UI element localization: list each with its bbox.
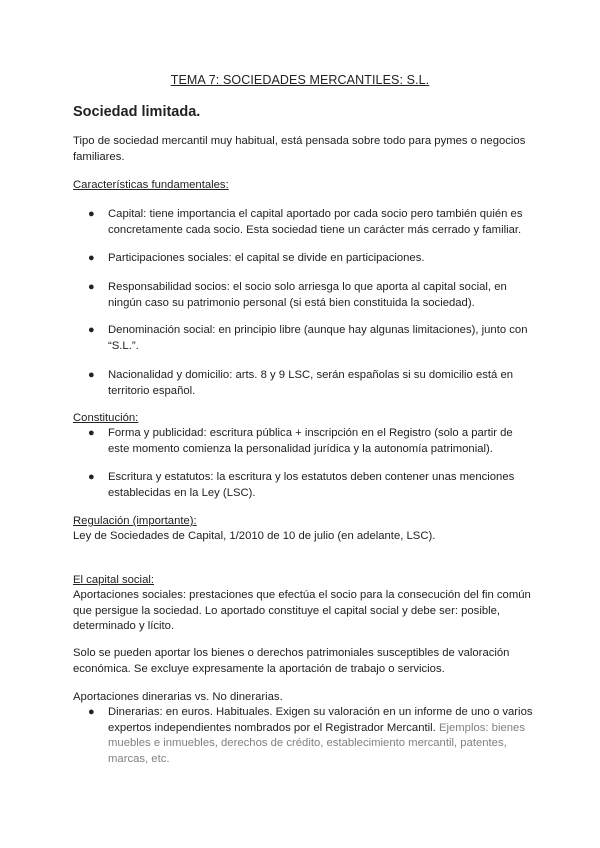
capital-social-heading: El capital social:: [73, 574, 154, 586]
list-item: [88, 705, 533, 767]
list-item-text: Participaciones sociales: el capital se divide en participaciones.: [108, 252, 425, 264]
list-item: [88, 470, 528, 501]
bullet-icon: ●: [88, 324, 95, 336]
list-item: [88, 426, 528, 457]
constitucion-heading: Constitución:: [73, 412, 139, 424]
list-item: [88, 323, 528, 354]
list-item: [88, 207, 528, 238]
regulacion-heading: Regulación (importante):: [73, 515, 197, 527]
bullet-icon: ●: [88, 471, 95, 483]
list-item-text: Nacionalidad y domicilio: arts. 8 y 9 LSC, serán españolas si su domicilio está en territorio español.: [108, 369, 514, 397]
intro-paragraph: Tipo de sociedad mercantil muy habitual, está pensada sobre todo para pymes o negocios familiares.: [73, 135, 526, 163]
list-item-text: Denominación social: en principio libre (aunque hay algunas limitaciones), junto con “S.L.”.: [108, 324, 528, 352]
list-item: [88, 251, 528, 267]
section-title: Sociedad limitada.: [73, 104, 201, 120]
examples-text: Ejemplos: bienes muebles e inmuebles, derechos de crédito, establecimiento mercantil, patentes, marcas, etc.: [108, 721, 525, 765]
list-item-text: [108, 705, 533, 767]
capital-social-paragraph: Aportaciones sociales: prestaciones que efectúa el socio para la consecución del fin común que persigue la sociedad. Lo aportado constituye el capital social y debe ser: posible, determinado y lícito.: [73, 589, 531, 632]
list-item: [88, 280, 528, 311]
dinerarias-text: Dinerarias: en euros. Habituales. Exigen su valoración en un informe de uno o varios expertos independientes nombrados por el Registrador Mercantil.: [108, 706, 533, 734]
bullet-icon: ●: [88, 252, 95, 264]
bullet-icon: ●: [88, 208, 95, 220]
list-item-text: Forma y publicidad: escritura pública + inscripción en el Registro (solo a partir de este momento comienza la personalidad jurídica y la autonomía patrimonial).: [108, 427, 513, 455]
bullet-icon: ●: [88, 706, 95, 718]
bullet-icon: ●: [88, 281, 95, 293]
list-item-text: Capital: tiene importancia el capital aportado por cada socio pero también quién es concretamente cada socio. Esta sociedad tiene un carácter más cerrado y familiar.: [108, 208, 523, 236]
list-item-text: Escritura y estatutos: la escritura y los estatutos deben contener unas menciones establecidas en la Ley (LSC).: [108, 471, 515, 499]
aportaciones-paragraph: Solo se pueden aportar los bienes o derechos patrimoniales susceptibles de valoración económica. Se excluye expresamente la aportación de trabajo o servicios.: [73, 647, 510, 675]
caracteristicas-heading: Características fundamentales:: [73, 179, 229, 191]
aportaciones-types: Aportaciones dinerarias vs. No dinerarias.: [73, 691, 283, 703]
regulacion-text: Ley de Sociedades de Capital, 1/2010 de 10 de julio (en adelante, LSC).: [73, 530, 436, 542]
bullet-icon: ●: [88, 427, 95, 439]
bullet-icon: ●: [88, 369, 95, 381]
document-title: TEMA 7: SOCIEDADES MERCANTILES: S.L.: [170, 73, 430, 87]
list-item-text: Responsabilidad socios: el socio solo arriesga lo que aporta al capital social, en ningún caso su patrimonio personal (si está bien constituida la sociedad).: [108, 281, 507, 309]
list-item: [88, 368, 528, 399]
